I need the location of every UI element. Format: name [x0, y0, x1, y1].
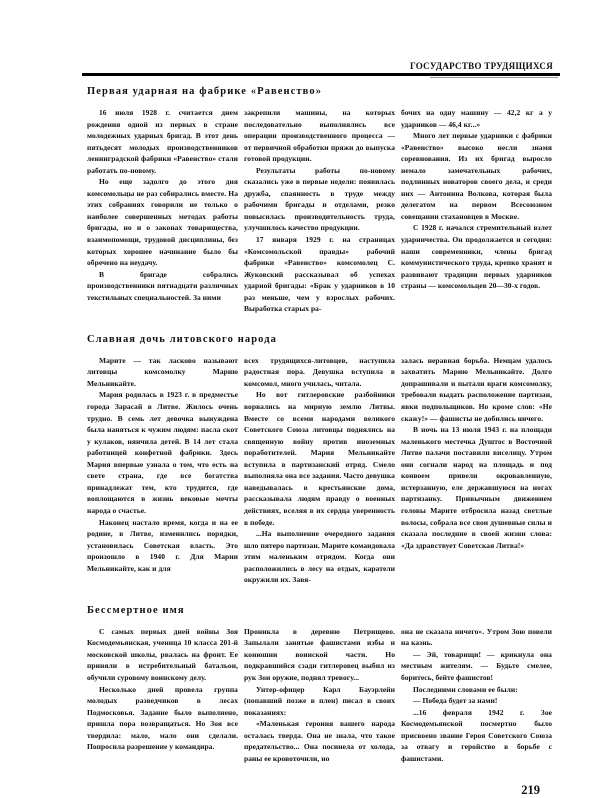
paragraph: закрепили машины, на которых последовательно выполнялись все операции производственного процесса — от первичной обработки пряжи до выпуска готовой продукции.: [244, 108, 395, 164]
page-number: 219: [521, 783, 540, 798]
text-column: [87, 626, 238, 753]
paragraph: — Эй, товарищи! — крикнула она местным жителям. — Будьте смелее, боритесь, бейте фашистов!: [401, 649, 552, 682]
article-title: Бессмертное имя: [87, 604, 185, 616]
paragraph: Результаты работы по-новому сказались уже в первые недели: появилась дружба, спаянность в труде между рабочими бригады и отделами, резко повысилась производительность труда, улучшилось качество продукции.: [244, 165, 395, 233]
paragraph: Много лет первые ударники с фабрики «Равенство» высоко несли знамя соревнования. Из их бригад выросло немало замечательных рабочих, подлинных новаторов своего дела, и среди них — Антонина Волкова, которая была делегатом на первом Всесоюзном совещании стахановцев в Москве.: [401, 131, 552, 221]
running-head: ГОСУДАРСТВО ТРУДЯЩИХСЯ: [409, 61, 553, 71]
text-column: [87, 355, 238, 574]
text-column: [244, 107, 395, 315]
paragraph: Несколько дней провела группа молодых разведчиков в лесах Подмосковья. Задание было выполнено, пришла пора возвращаться. Но Зоя все твердила: мало, мало они сделали. Попросила разрешение у командира.: [87, 684, 238, 752]
paragraph: Но еще задолго до этого дня комсомольцы не раз собирались вместе. На этих собраниях говорили не только о наиболее совершенных методах работы бригады, но и о законах товарищества, взаимопомощи, трудовой дисциплины, без которых хорошее начинание было бы обречено на неудачу.: [87, 177, 238, 268]
article-title: Первая ударная на фабрике «Равенство»: [87, 86, 323, 97]
paragraph: бочих на одну машину — 42,2 кг а у ударников — 46,4 кг...»: [401, 108, 552, 129]
paragraph: всех трудящихся-литовцев, наступила радостная пора. Девушка вступила в комсомол, много училась, читала.: [244, 355, 395, 388]
text-column: [87, 107, 238, 303]
text-column: [244, 626, 395, 765]
text-column: [401, 626, 552, 765]
header-rule: [82, 73, 560, 76]
text-column: [401, 107, 552, 292]
paragraph: Проникла в деревню Петрищево. Запылали занятые фашистами избы и конюшни воинской части. Но подкравшийся сзади гитлеровец выбил из рук Зои оружие, поднял тревогу...: [244, 626, 395, 682]
paragraph: она не сказала ничего». Утром Зою повели на казнь.: [401, 626, 552, 648]
paragraph: С самых первых дней войны Зоя Космодемьянская, ученица 10 класса 201-й московской школы, рвалась на фронт. Ее приняли в истребительный батальон, обучили суровому воинскому делу.: [87, 626, 238, 682]
article-body: [87, 107, 557, 315]
paragraph: В бригаде собрались производственники пятнадцати различных текстильных специальностей. За ними: [87, 269, 238, 302]
article-immortal-name: [87, 604, 557, 765]
paragraph: Но вот гитлеровские разбойники ворвались на мирную землю Литвы. Вместе со всеми народами великого Советского Союза литовцы поднялись на священную войну против иноземных поработителей. Мария Мельникайте вступила в партизанский отряд. Смело выполняла она все задания. Часто девушка наведывалась в крестьянские дома, рассказывала людям правду о военных действиях, вселяя в их сердца уверенность в победе.: [244, 390, 395, 527]
paragraph: С 1928 г. начался стремительный взлет ударничества. Он продолжается и сегодня: наши современники, члены бригад коммунистического труда, крепко хранят и развивают традиции первых ударников страны — комсомольцев 20—30-х годов.: [401, 223, 552, 291]
paragraph: Последними словами ее были:: [413, 684, 518, 694]
paragraph: — Победа будет за нами!: [413, 696, 498, 706]
paragraph: ...На выполнение очередного задания шло пятеро партизан. Марите командовала этим маленьким отрядом. Когда они расположились в лесу на отдых, каратели окружили их. Завя-: [244, 529, 395, 585]
paragraph: «Маленькая героиня вашего народа осталась тверда. Она не знала, что такое предательство... Она посинела от холода, раны ее кровоточили, но: [244, 719, 395, 763]
article-glorious-daughter: [87, 333, 557, 586]
article-first-shock-brigade: [87, 85, 557, 315]
paragraph: ...16 февраля 1942 г. Зое Космодемьянской посмертно было присвоено звание Героя Советского Союза за отвагу и геройство в борьбе с фашистами.: [401, 707, 552, 763]
text-column: [244, 355, 395, 586]
paragraph: 16 июля 1928 г. считается днем рождения одной из первых в стране молодежных ударных бригад. В этот день пятьдесят молодых производственников ленинградской фабрики «Равенство» стали работать по-новому.: [87, 108, 238, 175]
text-column: [401, 355, 552, 551]
article-title: Славная дочь литовского народа: [87, 333, 277, 345]
paragraph: Марите — так ласково называют литовцы комсомолку Марию Мельникайте.: [87, 355, 238, 388]
article-body: [87, 626, 557, 765]
paragraph: Унтер-офицер Карл Бауэрлейн (попавший позже в плен) писал в своих показаниях:: [244, 684, 395, 717]
article-body: [87, 355, 557, 586]
paragraph: В ночь на 13 июля 1943 г. на площади маленького местечка Душтос в Восточной Литве палачи поставили виселицу. Утром они согнали народ на площадь и под конвоем привели окровавленную, истерзанную, еле державшуюся на ногах партизанку. Привычным движением головы Марите отбросила назад светлые волосы, собрала все свои душевные силы и сказала последние в своей жизни слова: «Да здравствует Советская Литва!»: [401, 425, 552, 550]
header-rule-thin: [430, 77, 558, 78]
paragraph: Наконец настало время, когда и на ее родине, в Литве, изменились порядки, установилась Советская власть. Это произошло в 1940 г. Для Марии Мельникайте, как и для: [87, 517, 238, 573]
paragraph: 17 января 1929 г. на страницах «Комсомольской правды» рабочий фабрики «Равенство» комсомолец С. Жуковский рассказывал об успехах ударной бригады: «Брак у ударников в 10 раз меньше, чем у взрослых рабочих. Выработка старых ра-: [244, 235, 395, 314]
paragraph: залась неравная борьба. Немцам удалось захватить Марию Мельникайте. Долго допрашивали и пытали враги комсомолку, требовали выдать расположение партизан, явки подпольщиков. Но кроме слов: «Не скажу!» — фашисты не добились ничего.: [401, 355, 552, 423]
paragraph: Мария родилась в 1923 г. в предместье города Зарасай в Литве. Жилось очень трудно. В семь лет девочка вынуждена была наняться к чужим людям: пасла скот у кулаков, нянчила детей. В 14 лет стала работницей конфетной фабрики. Здесь Мария впервые узнала о том, что есть на свете страна, где все богатства принадлежат тем, кто трудится, где воплощаются в жизнь вековые мечты народа о счастье.: [87, 390, 238, 515]
